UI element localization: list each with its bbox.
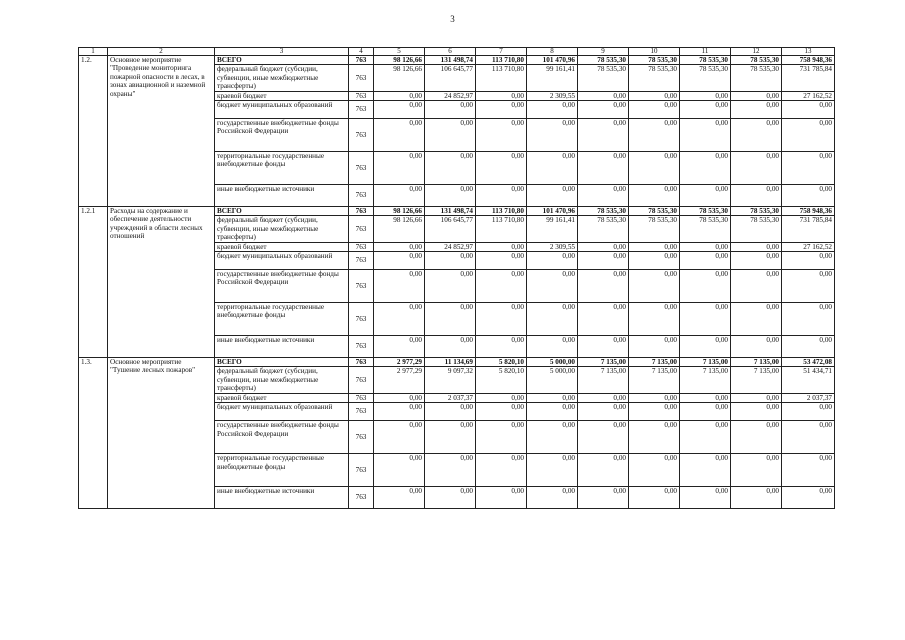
amount-col-9: 0,00	[578, 185, 629, 207]
budget-code: 763	[349, 101, 374, 119]
budget-code: 763	[349, 152, 374, 185]
amount-col-6: 9 097,32	[425, 367, 476, 393]
funding-source: ВСЕГО	[215, 56, 349, 65]
amount-col-10: 0,00	[629, 270, 680, 303]
amount-col-13: 0,00	[782, 185, 835, 207]
amount-col-10: 0,00	[629, 185, 680, 207]
amount-col-13: 53 472,08	[782, 358, 835, 367]
budget-code: 763	[349, 65, 374, 91]
col-header-10: 10	[629, 48, 680, 56]
amount-col-5: 0,00	[374, 303, 425, 336]
amount-col-8: 0,00	[527, 119, 578, 152]
amount-col-8: 99 161,41	[527, 65, 578, 91]
amount-col-12: 0,00	[731, 242, 782, 251]
amount-col-5: 0,00	[374, 242, 425, 251]
amount-col-10: 0,00	[629, 119, 680, 152]
amount-col-12: 0,00	[731, 303, 782, 336]
funding-source: иные внебюджетные источники	[215, 185, 349, 207]
budget-code: 763	[349, 207, 374, 216]
amount-col-7: 0,00	[476, 91, 527, 100]
budget-code: 763	[349, 421, 374, 454]
col-header-12: 12	[731, 48, 782, 56]
item-number: 1.2.1	[79, 207, 108, 358]
funding-source: территориальные государственные внебюджетные фонды	[215, 454, 349, 487]
amount-col-10: 7 135,00	[629, 358, 680, 367]
amount-col-13: 0,00	[782, 487, 835, 509]
amount-col-9: 0,00	[578, 252, 629, 270]
funding-source: федеральный бюджет (субсидии, субвенции, иные межбюджетные трансферты)	[215, 216, 349, 242]
amount-col-5: 0,00	[374, 252, 425, 270]
amount-col-13: 0,00	[782, 403, 835, 421]
amount-col-9: 0,00	[578, 91, 629, 100]
amount-col-8: 99 161,41	[527, 216, 578, 242]
amount-col-11: 0,00	[680, 454, 731, 487]
amount-col-6: 0,00	[425, 403, 476, 421]
amount-col-11: 0,00	[680, 242, 731, 251]
amount-col-12: 0,00	[731, 119, 782, 152]
amount-col-10: 78 535,30	[629, 56, 680, 65]
budget-code: 763	[349, 56, 374, 65]
amount-col-6: 0,00	[425, 487, 476, 509]
amount-col-7: 0,00	[476, 152, 527, 185]
col-header-9: 9	[578, 48, 629, 56]
amount-col-5: 0,00	[374, 403, 425, 421]
amount-col-12: 7 135,00	[731, 367, 782, 393]
col-header-3: 3	[215, 48, 349, 56]
amount-col-6: 0,00	[425, 252, 476, 270]
amount-col-9: 0,00	[578, 242, 629, 251]
column-number-row	[79, 48, 835, 56]
amount-col-9: 78 535,30	[578, 207, 629, 216]
amount-col-13: 731 785,84	[782, 216, 835, 242]
amount-col-6: 24 852,97	[425, 91, 476, 100]
amount-col-9: 0,00	[578, 270, 629, 303]
funding-source: бюджет муниципальных образований	[215, 252, 349, 270]
funding-source: федеральный бюджет (субсидии, субвенции, иные межбюджетные трансферты)	[215, 65, 349, 91]
budget-code: 763	[349, 336, 374, 358]
amount-col-9: 7 135,00	[578, 367, 629, 393]
amount-col-12: 78 535,30	[731, 56, 782, 65]
amount-col-13: 0,00	[782, 252, 835, 270]
amount-col-8: 0,00	[527, 454, 578, 487]
amount-col-5: 0,00	[374, 270, 425, 303]
amount-col-11: 78 535,30	[680, 56, 731, 65]
amount-col-7: 0,00	[476, 252, 527, 270]
funding-source: бюджет муниципальных образований	[215, 403, 349, 421]
budget-table	[78, 47, 835, 509]
amount-col-11: 0,00	[680, 119, 731, 152]
funding-source: территориальные государственные внебюджетные фонды	[215, 152, 349, 185]
funding-source: краевой бюджет	[215, 91, 349, 100]
amount-col-11: 0,00	[680, 91, 731, 100]
amount-col-7: 0,00	[476, 101, 527, 119]
amount-col-13: 0,00	[782, 101, 835, 119]
amount-col-8: 0,00	[527, 185, 578, 207]
amount-col-9: 0,00	[578, 152, 629, 185]
item-number: 1.2.	[79, 56, 108, 207]
funding-source: краевой бюджет	[215, 242, 349, 251]
amount-col-8: 0,00	[527, 101, 578, 119]
amount-col-9: 0,00	[578, 403, 629, 421]
amount-col-12: 0,00	[731, 336, 782, 358]
amount-col-6: 0,00	[425, 152, 476, 185]
table-row	[79, 207, 835, 216]
amount-col-13: 0,00	[782, 421, 835, 454]
amount-col-5: 0,00	[374, 119, 425, 152]
amount-col-8: 101 470,96	[527, 207, 578, 216]
funding-source: федеральный бюджет (субсидии, субвенции, иные межбюджетные трансферты)	[215, 367, 349, 393]
amount-col-10: 0,00	[629, 152, 680, 185]
amount-col-10: 0,00	[629, 393, 680, 402]
amount-col-11: 0,00	[680, 487, 731, 509]
amount-col-7: 0,00	[476, 119, 527, 152]
amount-col-7: 0,00	[476, 336, 527, 358]
table-row	[79, 56, 835, 65]
amount-col-9: 0,00	[578, 119, 629, 152]
amount-col-5: 0,00	[374, 91, 425, 100]
amount-col-8: 0,00	[527, 252, 578, 270]
amount-col-6: 0,00	[425, 454, 476, 487]
page-number: 3	[450, 14, 455, 24]
amount-col-7: 0,00	[476, 403, 527, 421]
amount-col-11: 0,00	[680, 393, 731, 402]
amount-col-6: 0,00	[425, 119, 476, 152]
amount-col-6: 106 645,77	[425, 216, 476, 242]
amount-col-13: 51 434,71	[782, 367, 835, 393]
amount-col-6: 131 498,74	[425, 56, 476, 65]
amount-col-11: 78 535,30	[680, 216, 731, 242]
col-header-2: 2	[108, 48, 215, 56]
amount-col-10: 0,00	[629, 336, 680, 358]
funding-source: бюджет муниципальных образований	[215, 101, 349, 119]
amount-col-8: 5 000,00	[527, 367, 578, 393]
amount-col-12: 0,00	[731, 91, 782, 100]
amount-col-11: 0,00	[680, 421, 731, 454]
amount-col-8: 0,00	[527, 421, 578, 454]
amount-col-11: 0,00	[680, 152, 731, 185]
amount-col-12: 0,00	[731, 270, 782, 303]
amount-col-12: 0,00	[731, 487, 782, 509]
budget-code: 763	[349, 185, 374, 207]
amount-col-9: 0,00	[578, 336, 629, 358]
funding-source: государственные внебюджетные фонды Российской Федерации	[215, 119, 349, 152]
amount-col-9: 0,00	[578, 101, 629, 119]
col-header-4: 4	[349, 48, 374, 56]
funding-source: государственные внебюджетные фонды Российской Федерации	[215, 270, 349, 303]
funding-source: ВСЕГО	[215, 358, 349, 367]
amount-col-8: 0,00	[527, 270, 578, 303]
amount-col-12: 0,00	[731, 185, 782, 207]
col-header-1: 1	[79, 48, 108, 56]
amount-col-9: 0,00	[578, 303, 629, 336]
table-row	[79, 358, 835, 367]
budget-code: 763	[349, 487, 374, 509]
amount-col-5: 0,00	[374, 454, 425, 487]
amount-col-5: 0,00	[374, 152, 425, 185]
amount-col-13: 0,00	[782, 270, 835, 303]
funding-source: ВСЕГО	[215, 207, 349, 216]
amount-col-11: 0,00	[680, 403, 731, 421]
amount-col-11: 0,00	[680, 185, 731, 207]
amount-col-7: 0,00	[476, 242, 527, 251]
funding-source: территориальные государственные внебюджетные фонды	[215, 303, 349, 336]
amount-col-7: 0,00	[476, 185, 527, 207]
amount-col-7: 0,00	[476, 393, 527, 402]
amount-col-11: 78 535,30	[680, 65, 731, 91]
amount-col-10: 0,00	[629, 242, 680, 251]
amount-col-10: 0,00	[629, 487, 680, 509]
amount-col-8: 5 000,00	[527, 358, 578, 367]
amount-col-12: 0,00	[731, 393, 782, 402]
amount-col-8: 0,00	[527, 403, 578, 421]
amount-col-10: 78 535,30	[629, 65, 680, 91]
budget-code: 763	[349, 252, 374, 270]
budget-code: 763	[349, 367, 374, 393]
amount-col-8: 0,00	[527, 152, 578, 185]
amount-col-11: 0,00	[680, 270, 731, 303]
amount-col-8: 0,00	[527, 393, 578, 402]
amount-col-6: 0,00	[425, 101, 476, 119]
amount-col-7: 0,00	[476, 270, 527, 303]
amount-col-7: 113 710,80	[476, 207, 527, 216]
amount-col-6: 0,00	[425, 303, 476, 336]
amount-col-10: 0,00	[629, 421, 680, 454]
amount-col-5: 98 126,66	[374, 56, 425, 65]
amount-col-12: 0,00	[731, 101, 782, 119]
amount-col-11: 7 135,00	[680, 367, 731, 393]
amount-col-13: 0,00	[782, 454, 835, 487]
budget-code: 763	[349, 403, 374, 421]
activity-name: Основное мероприятие "Тушение лесных пожаров"	[108, 358, 215, 509]
amount-col-8: 2 309,55	[527, 91, 578, 100]
col-header-6: 6	[425, 48, 476, 56]
amount-col-5: 0,00	[374, 393, 425, 402]
amount-col-13: 27 162,52	[782, 91, 835, 100]
col-header-7: 7	[476, 48, 527, 56]
amount-col-6: 0,00	[425, 185, 476, 207]
funding-source: иные внебюджетные источники	[215, 487, 349, 509]
activity-name: Расходы на содержание и обеспечение деятельности учреждений в области лесных отношений	[108, 207, 215, 358]
amount-col-11: 7 135,00	[680, 358, 731, 367]
budget-code: 763	[349, 454, 374, 487]
amount-col-12: 7 135,00	[731, 358, 782, 367]
funding-source: краевой бюджет	[215, 393, 349, 402]
amount-col-6: 2 037,37	[425, 393, 476, 402]
amount-col-13: 0,00	[782, 303, 835, 336]
amount-col-11: 0,00	[680, 303, 731, 336]
budget-code: 763	[349, 91, 374, 100]
amount-col-11: 0,00	[680, 336, 731, 358]
amount-col-6: 11 134,69	[425, 358, 476, 367]
amount-col-10: 0,00	[629, 303, 680, 336]
amount-col-13: 27 162,52	[782, 242, 835, 251]
col-header-5: 5	[374, 48, 425, 56]
amount-col-5: 0,00	[374, 487, 425, 509]
col-header-8: 8	[527, 48, 578, 56]
amount-col-9: 78 535,30	[578, 65, 629, 91]
col-header-13: 13	[782, 48, 835, 56]
amount-col-13: 0,00	[782, 336, 835, 358]
budget-code: 763	[349, 303, 374, 336]
amount-col-6: 0,00	[425, 270, 476, 303]
amount-col-5: 0,00	[374, 185, 425, 207]
amount-col-7: 0,00	[476, 421, 527, 454]
amount-col-5: 2 977,29	[374, 367, 425, 393]
amount-col-6: 0,00	[425, 421, 476, 454]
amount-col-7: 0,00	[476, 487, 527, 509]
funding-source: государственные внебюджетные фонды Российской Федерации	[215, 421, 349, 454]
amount-col-10: 0,00	[629, 252, 680, 270]
table-body	[79, 48, 835, 509]
amount-col-9: 78 535,30	[578, 216, 629, 242]
amount-col-5: 0,00	[374, 421, 425, 454]
budget-code: 763	[349, 242, 374, 251]
amount-col-12: 0,00	[731, 252, 782, 270]
amount-col-13: 758 948,36	[782, 207, 835, 216]
budget-code: 763	[349, 216, 374, 242]
amount-col-10: 0,00	[629, 91, 680, 100]
amount-col-9: 0,00	[578, 487, 629, 509]
amount-col-6: 24 852,97	[425, 242, 476, 251]
item-number: 1.3.	[79, 358, 108, 509]
amount-col-12: 78 535,30	[731, 216, 782, 242]
funding-source: иные внебюджетные источники	[215, 336, 349, 358]
amount-col-10: 78 535,30	[629, 207, 680, 216]
amount-col-9: 7 135,00	[578, 358, 629, 367]
amount-col-6: 106 645,77	[425, 65, 476, 91]
amount-col-5: 98 126,66	[374, 207, 425, 216]
amount-col-10: 78 535,30	[629, 216, 680, 242]
amount-col-7: 5 820,10	[476, 358, 527, 367]
budget-code: 763	[349, 270, 374, 303]
amount-col-6: 131 498,74	[425, 207, 476, 216]
col-header-11: 11	[680, 48, 731, 56]
amount-col-8: 0,00	[527, 303, 578, 336]
amount-col-9: 0,00	[578, 421, 629, 454]
amount-col-13: 758 948,36	[782, 56, 835, 65]
amount-col-11: 0,00	[680, 252, 731, 270]
amount-col-9: 0,00	[578, 393, 629, 402]
amount-col-8: 0,00	[527, 487, 578, 509]
amount-col-8: 0,00	[527, 336, 578, 358]
amount-col-10: 0,00	[629, 101, 680, 119]
amount-col-12: 0,00	[731, 421, 782, 454]
amount-col-7: 113 710,80	[476, 216, 527, 242]
amount-col-8: 101 470,96	[527, 56, 578, 65]
amount-col-13: 0,00	[782, 119, 835, 152]
amount-col-7: 0,00	[476, 303, 527, 336]
amount-col-10: 7 135,00	[629, 367, 680, 393]
amount-col-12: 0,00	[731, 454, 782, 487]
amount-col-5: 98 126,66	[374, 216, 425, 242]
amount-col-5: 0,00	[374, 101, 425, 119]
budget-code: 763	[349, 393, 374, 402]
amount-col-5: 0,00	[374, 336, 425, 358]
activity-name: Основное мероприятие "Проведение мониторинга пожарной опасности в лесах, в зонах авиационной и наземной охраны"	[108, 56, 215, 207]
amount-col-7: 0,00	[476, 454, 527, 487]
amount-col-8: 2 309,55	[527, 242, 578, 251]
amount-col-10: 0,00	[629, 454, 680, 487]
amount-col-7: 113 710,80	[476, 56, 527, 65]
amount-col-9: 0,00	[578, 454, 629, 487]
amount-col-5: 2 977,29	[374, 358, 425, 367]
amount-col-13: 2 037,37	[782, 393, 835, 402]
amount-col-10: 0,00	[629, 403, 680, 421]
budget-code: 763	[349, 358, 374, 367]
amount-col-12: 78 535,30	[731, 65, 782, 91]
amount-col-5: 98 126,66	[374, 65, 425, 91]
amount-col-13: 0,00	[782, 152, 835, 185]
amount-col-12: 0,00	[731, 152, 782, 185]
budget-code: 763	[349, 119, 374, 152]
amount-col-7: 5 820,10	[476, 367, 527, 393]
amount-col-12: 0,00	[731, 403, 782, 421]
amount-col-11: 0,00	[680, 101, 731, 119]
amount-col-9: 78 535,30	[578, 56, 629, 65]
amount-col-7: 113 710,80	[476, 65, 527, 91]
amount-col-11: 78 535,30	[680, 207, 731, 216]
amount-col-13: 731 785,84	[782, 65, 835, 91]
amount-col-12: 78 535,30	[731, 207, 782, 216]
amount-col-6: 0,00	[425, 336, 476, 358]
